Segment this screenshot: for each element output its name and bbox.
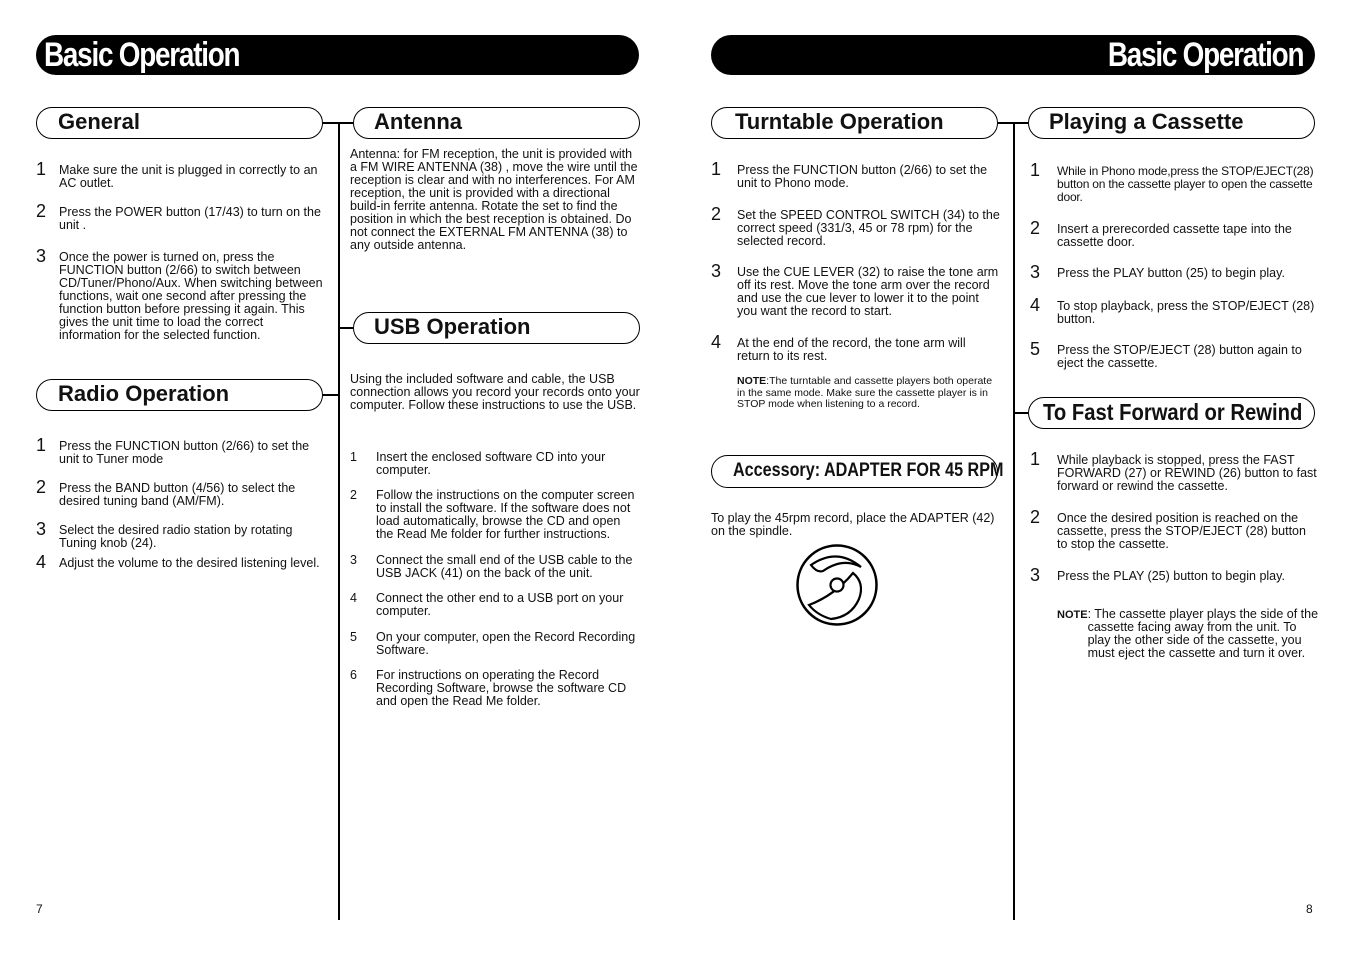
- accessory-heading-pill: [711, 455, 1004, 488]
- fastforward-step-number: 3: [1030, 565, 1041, 585]
- turntable-step-text: Press the FUNCTION button (2/66) to set the unit to Phono mode.: [737, 163, 988, 190]
- fastforward-heading: To Fast Forward or Rewind: [1043, 399, 1303, 425]
- radio-step-number: 2: [36, 477, 47, 497]
- usb-step-text: Connect the small end of the USB cable to the USB JACK (41) on the back of the unit.: [376, 553, 633, 580]
- right-title-banner: [711, 35, 1315, 75]
- radio-step-text: Press the BAND button (4/56) to select the desired tuning band (AM/FM).: [59, 481, 296, 508]
- general-heading: General: [58, 109, 140, 134]
- usb-step-number: 4: [350, 591, 357, 605]
- right-column-divider: [1013, 122, 1015, 920]
- cassette-step-text: While in Phono mode,press the STOP/EJECT(28) button on the cassette player to open the cassette door.: [1057, 164, 1314, 204]
- adapter-45rpm-illustration: [795, 543, 881, 627]
- cassette-step-text: Press the STOP/EJECT (28) button again to eject the cassette.: [1057, 343, 1302, 370]
- turntable-step-text: At the end of the record, the tone arm will return to its rest.: [737, 336, 966, 363]
- fastforward-connector: [1014, 412, 1028, 414]
- cassette-step-number: 4: [1030, 295, 1041, 315]
- turntable-step-number: 1: [711, 159, 722, 179]
- usb-heading-pill: [353, 312, 640, 344]
- usb-step-text: Insert the enclosed software CD into your computer.: [376, 450, 606, 477]
- cassette-step-number: 5: [1030, 339, 1041, 359]
- turntable-step-number: 4: [711, 332, 722, 352]
- left-title-banner: [36, 35, 639, 75]
- fastforward-note-label: NOTE: [1057, 609, 1088, 621]
- turntable-note: [737, 376, 1001, 411]
- fastforward-heading-pill: [1028, 397, 1315, 429]
- fastforward-step-number: 1: [1030, 449, 1041, 469]
- turntable-step-text: Use the CUE LEVER (32) to raise the tone arm off its rest. Move the tone arm over the record and use the cue lever to lower it to the point you want the record to start.: [737, 265, 999, 318]
- radio-heading: Radio Operation: [58, 381, 230, 406]
- cassette-step-text: Insert a prerecorded cassette tape into the cassette door.: [1057, 222, 1292, 249]
- left-column-divider: [338, 122, 340, 920]
- usb-step-number: 5: [350, 630, 357, 644]
- usb-step-number: 3: [350, 553, 357, 567]
- usb-step-text: For instructions on operating the Record Recording Software, browse the software CD and open the Read Me folder.: [376, 668, 627, 708]
- fastforward-note-text: : The cassette player plays the side of the cassette facing away from the unit. To play the other side of the cassette, you must eject the cassette and turn it over.: [1087, 607, 1319, 660]
- usb-step-text: On your computer, open the Record Recording Software.: [376, 630, 636, 657]
- left-page-number: 7: [36, 902, 43, 916]
- usb-step-text: Follow the instructions on the computer screen to install the software. If the software does not load automatically, browse the CD and open the Read Me folder for further instructions.: [376, 488, 635, 541]
- antenna-text: Antenna: for FM reception, the unit is provided with a FM WIRE ANTENNA (38) , move the wire until the reception is clear and with no interferences. For AM reception, the unit is provided with a directional build-in ferrite antenna. Rotate the set to find the position in which the best reception is obtained. Do not connect the EXTERNAL FM ANTENNA (38) to any outside antenna.: [350, 147, 638, 252]
- right-page-number: 8: [1306, 902, 1313, 916]
- usb-step-number: 2: [350, 488, 357, 502]
- radio-step-number: 1: [36, 435, 47, 455]
- general-step-number: 1: [36, 159, 47, 179]
- fastforward-step-text: Press the PLAY (25) button to begin play.: [1057, 569, 1285, 583]
- cassette-step-number: 3: [1030, 262, 1041, 282]
- turntable-step-number: 2: [711, 204, 722, 224]
- usb-step-text: Connect the other end to a USB port on your computer.: [376, 591, 624, 618]
- antenna-heading-pill: [353, 107, 640, 139]
- radio-step-text: Select the desired radio station by rotating Tuning knob (24).: [59, 523, 293, 550]
- turntable-step-number: 3: [711, 261, 722, 281]
- right-banner-title: Basic Operation: [1107, 36, 1303, 74]
- fastforward-step-number: 2: [1030, 507, 1041, 527]
- cassette-step-number: 2: [1030, 218, 1041, 238]
- cassette-heading-pill: [1028, 107, 1315, 139]
- general-step-number: 3: [36, 246, 47, 266]
- left-banner-title: Basic Operation: [44, 36, 240, 74]
- usb-connector: [339, 327, 353, 329]
- turntable-heading: Turntable Operation: [735, 109, 944, 134]
- radio-heading-pill: [36, 379, 323, 411]
- radio-connector: [323, 394, 339, 396]
- cassette-step-text: Press the PLAY button (25) to begin play.: [1057, 266, 1285, 280]
- radio-step-number: 3: [36, 519, 47, 539]
- radio-step-text: Adjust the volume to the desired listening level.: [59, 556, 320, 570]
- turntable-heading-pill: [711, 107, 998, 139]
- fastforward-step-text: While playback is stopped, press the FAST FORWARD (27) or REWIND (26) button to fast forward or rewind the cassette.: [1057, 453, 1317, 493]
- antenna-heading: Antenna: [374, 109, 462, 134]
- turntable-note-text: :The turntable and cassette players both operate in the same mode. Make sure the cassette player is in STOP mode when listening to a record.: [737, 375, 993, 410]
- accessory-text: To play the 45rpm record, place the ADAPTER (42) on the spindle.: [711, 511, 995, 538]
- general-step-number: 2: [36, 201, 47, 221]
- turntable-step-text: Set the SPEED CONTROL SWITCH (34) to the correct speed (331/3, 45 or 78 rpm) for the selected record.: [737, 208, 1000, 248]
- usb-intro-text: Using the included software and cable, the USB connection allows you record your records onto your computer. Follow these instructions to use the USB.: [350, 372, 640, 412]
- radio-step-text: Press the FUNCTION button (2/66) to set the unit to Tuner mode: [59, 439, 310, 466]
- usb-heading: USB Operation: [374, 314, 531, 339]
- cassette-heading: Playing a Cassette: [1049, 109, 1244, 134]
- fastforward-note: [1057, 608, 1321, 660]
- cassette-step-text: To stop playback, press the STOP/EJECT (28) button.: [1057, 299, 1315, 326]
- radio-step-number: 4: [36, 552, 47, 572]
- cassette-step-number: 1: [1030, 160, 1041, 180]
- accessory-heading: Accessory: ADAPTER FOR 45 RPM: [733, 460, 1004, 481]
- turntable-note-label: NOTE: [737, 375, 767, 387]
- general-heading-pill: [36, 107, 323, 139]
- general-step-text: Make sure the unit is plugged in correctly to an AC outlet.: [59, 163, 318, 190]
- usb-step-number: 6: [350, 668, 357, 682]
- general-step-text: Once the power is turned on, press the FUNCTION button (2/66) to switch between CD/Tuner/Phono/Aux. When switching between functions, wait one second after pressing the function button before pressing it again. This gives the unit time to load the correct information for the selected function.: [59, 250, 323, 342]
- general-step-text: Press the POWER button (17/43) to turn on the unit .: [59, 205, 321, 232]
- usb-step-number: 1: [350, 450, 357, 464]
- fastforward-step-text: Once the desired position is reached on the cassette, press the STOP/EJECT (28) button to stop the cassette.: [1057, 511, 1306, 551]
